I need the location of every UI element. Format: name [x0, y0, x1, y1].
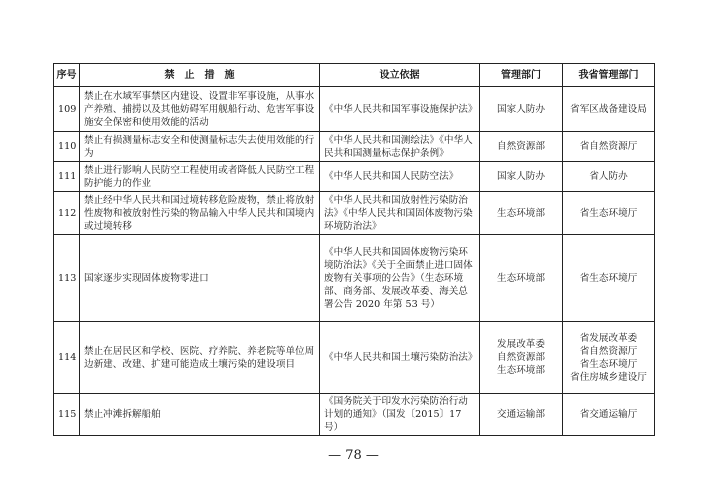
table-row	[54, 235, 655, 322]
row-basis: 《中华人民共和国军事设施保护法》	[320, 87, 480, 132]
row-num: 114	[54, 322, 80, 394]
table-row	[54, 87, 655, 132]
row-num: 112	[54, 192, 80, 235]
row-num: 111	[54, 162, 80, 192]
row-prov: 省自然资源厅	[563, 132, 655, 162]
row-prov: 省人防办	[563, 162, 655, 192]
row-basis: 《中华人民共和国土壤污染防治法》	[320, 322, 480, 394]
row-dept: 交通运输部	[480, 394, 563, 436]
row-num: 109	[54, 87, 80, 132]
header-dept: 管理部门	[480, 64, 563, 87]
row-num: 115	[54, 394, 80, 436]
row-measure: 禁止经中华人民共和国过境转移危险废物，禁止将放射性废物和被放射性污染的物品输入中华人民共和国境内或过境转移	[80, 192, 320, 235]
row-measure: 禁止进行影响人民防空工程使用或者降低人民防空工程防护能力的作业	[80, 162, 320, 192]
row-measure: 禁止有损测量标志安全和使测量标志失去使用效能的行为	[80, 132, 320, 162]
page-number: — 78 —	[328, 448, 379, 463]
row-dept: 发展改革委 自然资源部 生态环境部	[480, 322, 563, 394]
row-prov: 省军区战备建设局	[563, 87, 655, 132]
row-basis: 《中华人民共和国测绘法》《中华人民共和国测量标志保护条例》	[320, 132, 480, 162]
prohibition-table	[53, 63, 655, 436]
row-prov: 省发展改革委 省自然资源厅 省生态环境厅 省住房城乡建设厅	[563, 322, 655, 394]
header-prov: 我省管理部门	[563, 64, 655, 87]
table-row	[54, 162, 655, 192]
row-dept: 生态环境部	[480, 192, 563, 235]
table-row	[54, 394, 655, 436]
row-measure: 禁止在居民区和学校、医院、疗养院、养老院等单位周边新建、改建、扩建可能造成土壤污染的建设项目	[80, 322, 320, 394]
table-header-row	[54, 64, 655, 87]
row-basis: 《中华人民共和国固体废物污染环境防治法》《关于全面禁止进口固体废物有关事项的公告》（生态环境部、商务部、发展改革委、海关总署公告 2020 年第 53 号）	[320, 235, 480, 322]
row-prov: 省生态环境厅	[563, 235, 655, 322]
row-prov: 省生态环境厅	[563, 192, 655, 235]
row-measure: 国家逐步实现固体废物零进口	[80, 235, 320, 322]
row-num: 113	[54, 235, 80, 322]
row-dept: 生态环境部	[480, 235, 563, 322]
row-dept: 自然资源部	[480, 132, 563, 162]
header-measure: 禁 止 措 施	[80, 64, 320, 87]
table-row	[54, 322, 655, 394]
row-prov: 省交通运输厅	[563, 394, 655, 436]
table-row	[54, 132, 655, 162]
header-basis: 设立依据	[320, 64, 480, 87]
row-measure: 禁止在水域军事禁区内建设、设置非军事设施，从事水产养殖、捕捞以及其他妨碍军用舰船行动、危害军事设施安全保密和使用效能的活动	[80, 87, 320, 132]
row-num: 110	[54, 132, 80, 162]
row-basis: 《国务院关于印发水污染防治行动计划的通知》（国发〔2015〕17 号）	[320, 394, 480, 436]
row-basis: 《中华人民共和国人民防空法》	[320, 162, 480, 192]
row-basis: 《中华人民共和国放射性污染防治法》《中华人民共和国固体废物污染环境防治法》	[320, 192, 480, 235]
row-measure: 禁止冲滩拆解船舶	[80, 394, 320, 436]
row-dept: 国家人防办	[480, 87, 563, 132]
header-num: 序号	[54, 64, 80, 87]
table-row	[54, 192, 655, 235]
row-dept: 国家人防办	[480, 162, 563, 192]
